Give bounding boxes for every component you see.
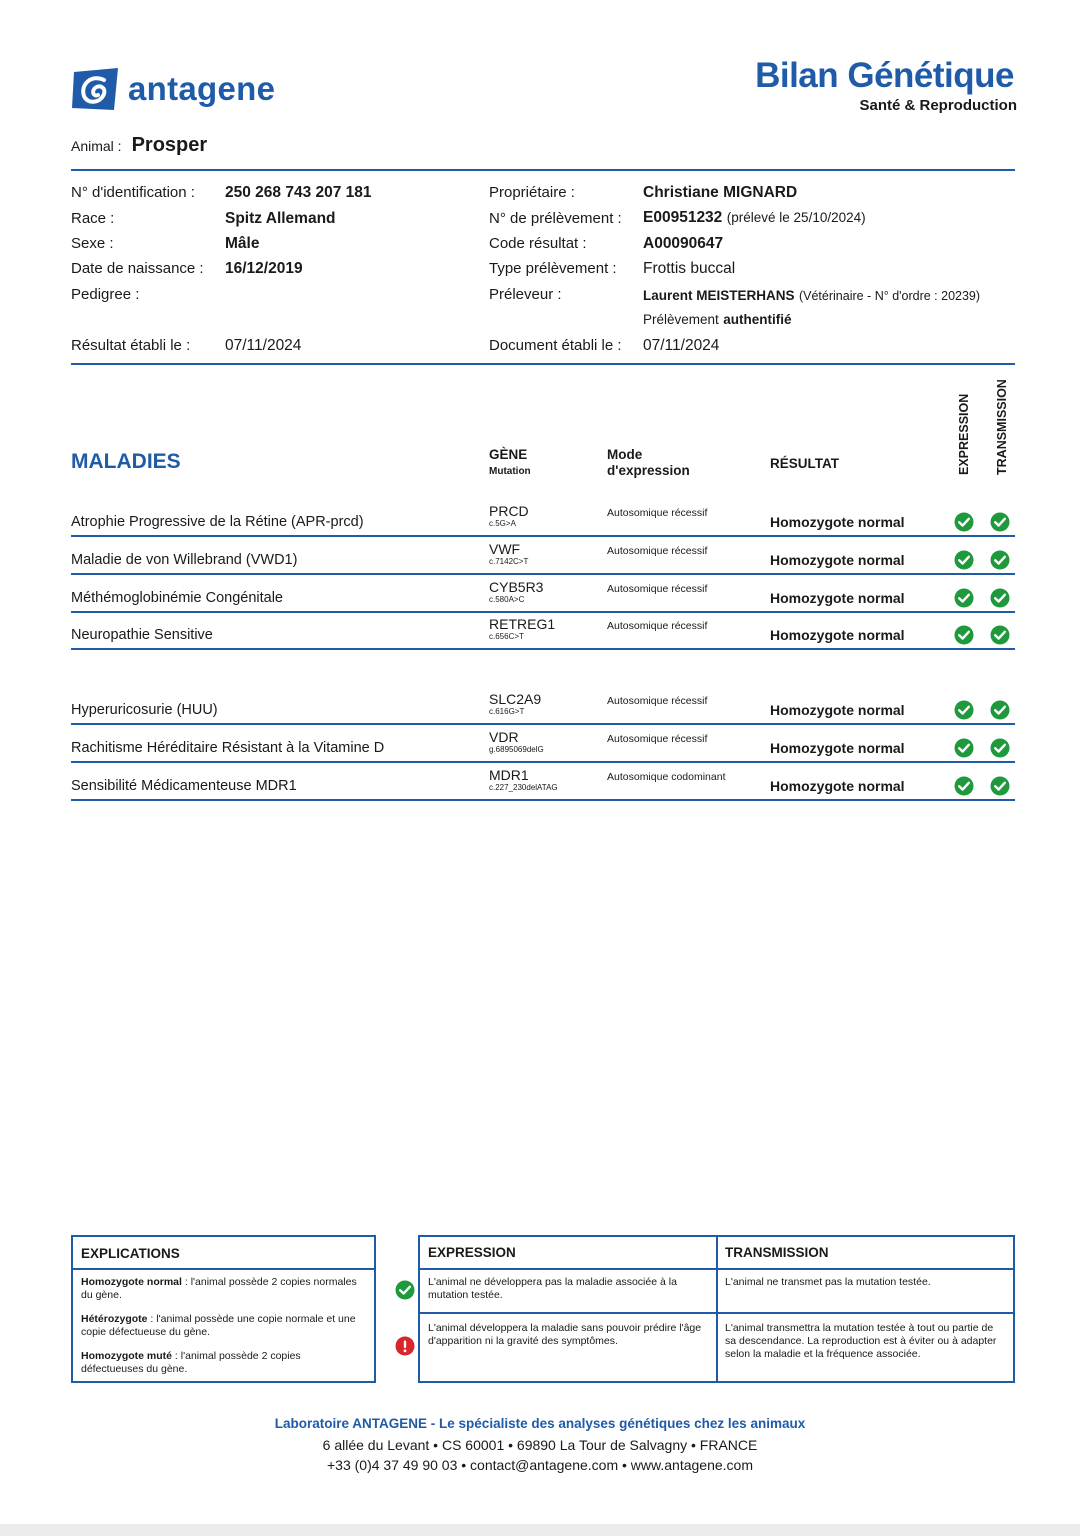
- animal-label: Animal :: [71, 138, 122, 154]
- table-row: [71, 499, 1015, 537]
- transmission-status: [990, 776, 1010, 801]
- mutation-code: g.6895069delG: [489, 745, 544, 754]
- result-value: Homozygote normal: [770, 514, 905, 530]
- result-value: Homozygote normal: [770, 702, 905, 718]
- check-icon: [990, 700, 1010, 720]
- report-subtitle: Santé & Reproduction: [859, 97, 1017, 114]
- check-icon: [990, 550, 1010, 570]
- hetero-text: : l'animal possède une copie normale et une copie défectueuse du gène.: [81, 1313, 356, 1338]
- type-label: Type prélèvement :: [489, 260, 617, 277]
- sample-row: [643, 209, 866, 227]
- check-icon: [954, 776, 974, 796]
- disease-name: Méthémoglobinémie Congénitale: [71, 590, 283, 606]
- hetero-term: Hétérozygote: [81, 1313, 148, 1325]
- transmission-status: [990, 550, 1010, 575]
- antagene-logo: [70, 66, 275, 112]
- explications-body: [73, 1270, 374, 1376]
- footer-lab: Laboratoire ANTAGENE - Le spécialiste des analyses génétiques chez les animaux: [274, 1416, 806, 1431]
- homo-mute-text: : l'animal possède 2 copies défectueuses du gène.: [81, 1350, 301, 1375]
- table-row: [71, 725, 1015, 763]
- column-divider: [716, 1237, 718, 1381]
- sexe-value: Mâle: [225, 235, 260, 252]
- check-icon: [990, 738, 1010, 758]
- homo-normal-term: Homozygote normal: [81, 1276, 182, 1288]
- legend-alert-icon: [395, 1336, 415, 1356]
- expression-status: [954, 700, 974, 725]
- check-icon: [954, 738, 974, 758]
- type-value: Frottis buccal: [643, 260, 736, 277]
- mutation-code: c.616G>T: [489, 707, 525, 716]
- result-value: Homozygote normal: [770, 778, 905, 794]
- mutation-code: c.580A>C: [489, 595, 525, 604]
- col-expression: EXPRESSION: [957, 393, 971, 475]
- expression-mode: Autosomique récessif: [607, 545, 708, 557]
- collector-note: (Vétérinaire - N° d'ordre : 20239): [798, 289, 981, 303]
- auth-row: [643, 311, 792, 329]
- expression-mode: Autosomique récessif: [607, 733, 708, 745]
- check-icon: [954, 700, 974, 720]
- pedigree-label: Pedigree :: [71, 286, 140, 303]
- transmission-status: [990, 700, 1010, 725]
- footer-address: 6 allée du Levant • CS 60001 • 69890 La Tour de Salvagny • FRANCE: [322, 1437, 758, 1453]
- transmission-status: [990, 625, 1010, 650]
- footer-contact: +33 (0)4 37 49 90 03 • contact@antagene.com • www.antagene.com: [326, 1457, 753, 1473]
- expression-status: [954, 776, 974, 801]
- race-label: Race :: [71, 210, 115, 227]
- result-value: Homozygote normal: [770, 590, 905, 606]
- expression-transmission-box: [418, 1235, 1015, 1383]
- gene-name: SLC2A9: [489, 691, 542, 707]
- result-date-value: 07/11/2024: [225, 337, 302, 354]
- collector-name: Laurent MEISTERHANS: [643, 288, 795, 303]
- disease-name: Neuropathie Sensitive: [71, 627, 213, 643]
- mutation-code: c.227_230delATAG: [489, 783, 558, 792]
- table-row: [71, 537, 1015, 575]
- id-value: 250 268 743 207 181: [225, 184, 372, 201]
- divider: [71, 169, 1015, 171]
- divider: [71, 363, 1015, 365]
- animal-name: Prosper: [131, 134, 208, 156]
- disease-name: Sensibilité Médicamenteuse MDR1: [71, 778, 297, 794]
- result-date-label: Résultat établi le :: [71, 337, 191, 354]
- sample-note: (prélevé le 25/10/2024): [726, 210, 866, 225]
- gene-name: RETREG1: [489, 616, 556, 632]
- homo-normal-text: : l'animal possède 2 copies normales du gène.: [81, 1276, 357, 1301]
- expression-status: [954, 512, 974, 537]
- mutation-code: c.656C>T: [489, 632, 524, 641]
- explications-title: EXPLICATIONS: [81, 1246, 180, 1261]
- check-icon: [954, 625, 974, 645]
- sexe-label: Sexe :: [71, 235, 114, 252]
- expression-mode: Autosomique codominant: [607, 771, 726, 783]
- collector-row: [643, 287, 980, 305]
- expression-mode: Autosomique récessif: [607, 583, 708, 595]
- check-icon: [990, 625, 1010, 645]
- check-icon: [990, 776, 1010, 796]
- collector-label: Préleveur :: [489, 286, 562, 303]
- doc-date-label: Document établi le :: [489, 337, 622, 354]
- gene-name: MDR1: [489, 767, 529, 783]
- expression-mode: Autosomique récessif: [607, 695, 708, 707]
- homo-mute-term: Homozygote muté: [81, 1350, 173, 1362]
- sample-label: N° de prélèvement :: [489, 210, 622, 227]
- mutation-code: c.5G>A: [489, 519, 516, 528]
- transmission-ok-text: L'animal ne transmet pas la mutation testée.: [725, 1276, 931, 1288]
- sample-value: E00951232: [643, 209, 723, 226]
- table-row: [71, 763, 1015, 801]
- expression-bad-text: L'animal développera la maladie sans pouvoir prédire l'âge d'apparition ni la gravité des symptômes.: [428, 1322, 702, 1347]
- expression-ok-text: L'animal ne développera pas la maladie associée à la mutation testée.: [428, 1276, 677, 1301]
- doc-date-value: 07/11/2024: [643, 337, 720, 354]
- header-divider: [420, 1268, 1013, 1270]
- transmission-bad-text: L'animal transmettra la mutation testée à tout ou partie de sa descendance. La reproduction est à éviter ou à adapter selon la maladie et la fréquence associée.: [725, 1322, 997, 1360]
- col-transmission: TRANSMISSION: [995, 379, 1009, 475]
- expression-status: [954, 550, 974, 575]
- animal-row: [71, 134, 207, 157]
- transmission-status: [990, 588, 1010, 613]
- expression-mode: Autosomique récessif: [607, 507, 708, 519]
- owner-label: Propriétaire :: [489, 184, 575, 201]
- col-mode-2: d'expression: [607, 463, 690, 478]
- expression-mode: Autosomique récessif: [607, 620, 708, 632]
- col-mode-1: Mode: [607, 447, 643, 462]
- transmission-status: [990, 738, 1010, 763]
- col-gene: GÈNE: [489, 447, 528, 462]
- id-label: N° d'identification :: [71, 184, 195, 201]
- expression-status: [954, 738, 974, 763]
- expression-status: [954, 625, 974, 650]
- check-icon: [954, 550, 974, 570]
- gene-name: VWF: [489, 541, 521, 557]
- check-icon: [954, 512, 974, 532]
- disease-name: Maladie de von Willebrand (VWD1): [71, 552, 298, 568]
- check-icon: [990, 512, 1010, 532]
- owner-value: Christiane MIGNARD: [643, 184, 798, 201]
- mutation-code: c.7142C>T: [489, 557, 529, 566]
- col-result: RÉSULTAT: [770, 456, 839, 471]
- table-row: [71, 612, 1015, 650]
- auth-prefix: Prélèvement: [643, 312, 719, 327]
- bottom-strip: [0, 1524, 1080, 1536]
- explications-box: [71, 1235, 376, 1383]
- legend-check-icon: [395, 1280, 415, 1300]
- brand-name: antagene: [128, 70, 276, 107]
- col-mutation: Mutation: [489, 466, 531, 477]
- gene-name: PRCD: [489, 503, 529, 519]
- transmission-status: [990, 512, 1010, 537]
- explications-header: [73, 1237, 374, 1270]
- report-title: Bilan Génétique: [755, 56, 1014, 95]
- antagene-logo-icon: [70, 66, 122, 112]
- table-row: [71, 575, 1015, 613]
- disease-name: Rachitisme Héréditaire Résistant à la Vitamine D: [71, 740, 385, 756]
- code-label: Code résultat :: [489, 235, 587, 252]
- row-divider: [420, 1312, 1013, 1314]
- transmission-title: TRANSMISSION: [725, 1245, 829, 1260]
- result-value: Homozygote normal: [770, 627, 905, 643]
- section-title: MALADIES: [71, 450, 181, 473]
- dob-value: 16/12/2019: [225, 260, 303, 277]
- expression-title: EXPRESSION: [428, 1245, 516, 1260]
- expression-status: [954, 588, 974, 613]
- check-icon: [954, 588, 974, 608]
- gene-name: VDR: [489, 729, 519, 745]
- race-value: Spitz Allemand: [225, 210, 336, 227]
- result-value: Homozygote normal: [770, 552, 905, 568]
- disease-name: Hyperuricosurie (HUU): [71, 702, 218, 718]
- disease-name: Atrophie Progressive de la Rétine (APR-prcd): [71, 514, 364, 530]
- auth-value: authentifié: [723, 312, 792, 327]
- code-value: A00090647: [643, 235, 724, 252]
- gene-name: CYB5R3: [489, 579, 544, 595]
- table-row: [71, 687, 1015, 725]
- result-value: Homozygote normal: [770, 740, 905, 756]
- check-icon: [990, 588, 1010, 608]
- dob-label: Date de naissance :: [71, 260, 204, 277]
